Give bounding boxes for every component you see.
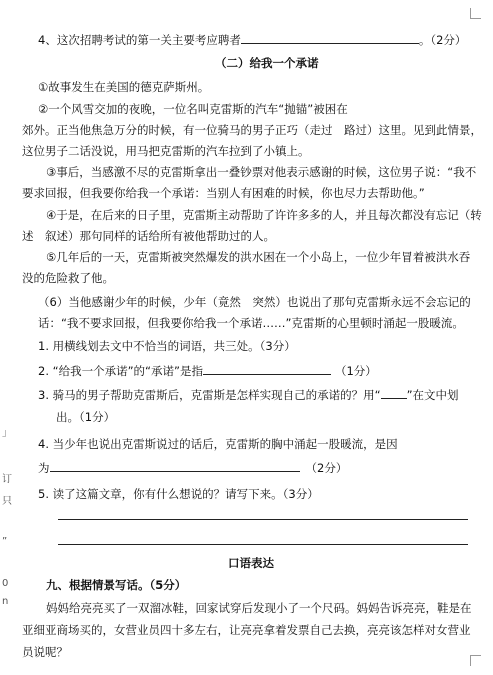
question-text: ”在文中划 (406, 388, 459, 402)
question-text: 2. “给我一个承诺”的“承诺”是指 (38, 364, 203, 378)
paragraph-4: ④于是，在后来的日子里，克雷斯主动帮助了许许多多的人，并且每次都没有忘记（转 (46, 208, 482, 222)
answer-line[interactable] (58, 519, 468, 520)
question-4-cont (38, 460, 347, 476)
question-3-cont: 出。（1分） (56, 410, 116, 424)
crop-mark-top-right (470, 8, 481, 19)
question-9-text: 妈妈给亮亮买了一双溜冰鞋，回家试穿后发现小了一个尺码。妈妈告诉亮亮，鞋是在 (46, 601, 472, 615)
question-4: 4. 当少年也说出克雷斯说过的话后，克雷斯的胸中涌起一股暖流，是因 (38, 437, 398, 451)
question-3 (38, 387, 459, 403)
section-title: 口语表达 (228, 556, 274, 570)
points-label: （2分） (305, 461, 348, 475)
paragraph-5: ⑤几年后的一天，克雷斯被突然爆发的洪水困在一个小岛上，一位少年冒着被洪水吞 (46, 250, 471, 264)
paragraph-4-cont: 述 叙述）那句同样的话给所有被他帮助过的人。 (22, 229, 275, 243)
answer-blank[interactable] (241, 32, 419, 44)
paragraph-6: （6）当他感谢少年的时候，少年（竟然 突然）也说出了那句克雷斯永远不会忘记的 (38, 295, 471, 309)
margin-mark: 」 (2, 428, 12, 439)
answer-blank[interactable] (203, 363, 331, 375)
answer-line[interactable] (58, 544, 468, 545)
question-1: 1. 用横线划去文中不恰当的词语，共三处。（3分） (38, 339, 296, 353)
margin-mark: n (2, 596, 9, 607)
margin-mark: ” (2, 536, 8, 547)
points-label: （1分） (334, 364, 377, 378)
question-text: 为 (38, 461, 50, 475)
question-9-text: 亚细亚商场买的，女营业员四十多左右，让亮亮拿着发票自己去换，亮亮该怎样对女营业 (22, 623, 471, 637)
paragraph-3-cont: 要求回报，但我要你给我一个承诺：当别人有困难的时候，你也尽力去帮助他。” (22, 186, 425, 200)
paragraph-6-cont: 话：“我不要求回报，但我要你给我一个承诺……”克雷斯的心里顿时涌起一股暖流。 (38, 316, 464, 330)
section-title: （二）给我一个承诺 (215, 56, 319, 70)
crop-mark-bottom-right (470, 655, 481, 666)
paragraph-1: ①故事发生在美国的德克萨斯州。 (38, 80, 210, 94)
paragraph-2-cont: 郊外。正当他焦急万分的时候，有一位骑马的男子正巧（走过 路过）这里。见到此情景， (22, 123, 482, 137)
question-text: 3. 骑马的男子帮助克雷斯后，克雷斯是怎样实现自己的承诺的？用“ (38, 388, 381, 402)
points-label: 。（2分） (418, 33, 467, 47)
underline-symbol (381, 387, 407, 399)
question-2 (38, 363, 377, 379)
question-text: 4、这次招聘考试的第一关主要考应聘者 (38, 33, 241, 47)
margin-mark: 订 (2, 474, 12, 485)
question-5: 5. 读了这篇文章，你有什么想说的？请写下来。（3分） (38, 487, 319, 501)
paragraph-3: ③事后，当感激不尽的克雷斯拿出一叠钞票对他表示感谢的时候，这位男子说：“我不 (46, 165, 477, 179)
question-9-text: 员说呢？ (22, 645, 68, 659)
margin-mark: 0 (2, 578, 9, 589)
question-9-title: 九、根据情景写话。（5分） (46, 578, 187, 592)
paragraph-2-cont: 这位男子二话没说，用马把克雷斯的汽车拉到了小镇上。 (22, 144, 310, 158)
paragraph-2: ②一个风雪交加的夜晚，一位名叫克雷斯的汽车“抛锚”被困在 (38, 102, 348, 116)
margin-mark: 只 (2, 496, 12, 507)
answer-blank[interactable] (50, 460, 300, 472)
question-4-line (38, 32, 466, 48)
paragraph-5-cont: 没的危险救了他。 (22, 271, 114, 285)
